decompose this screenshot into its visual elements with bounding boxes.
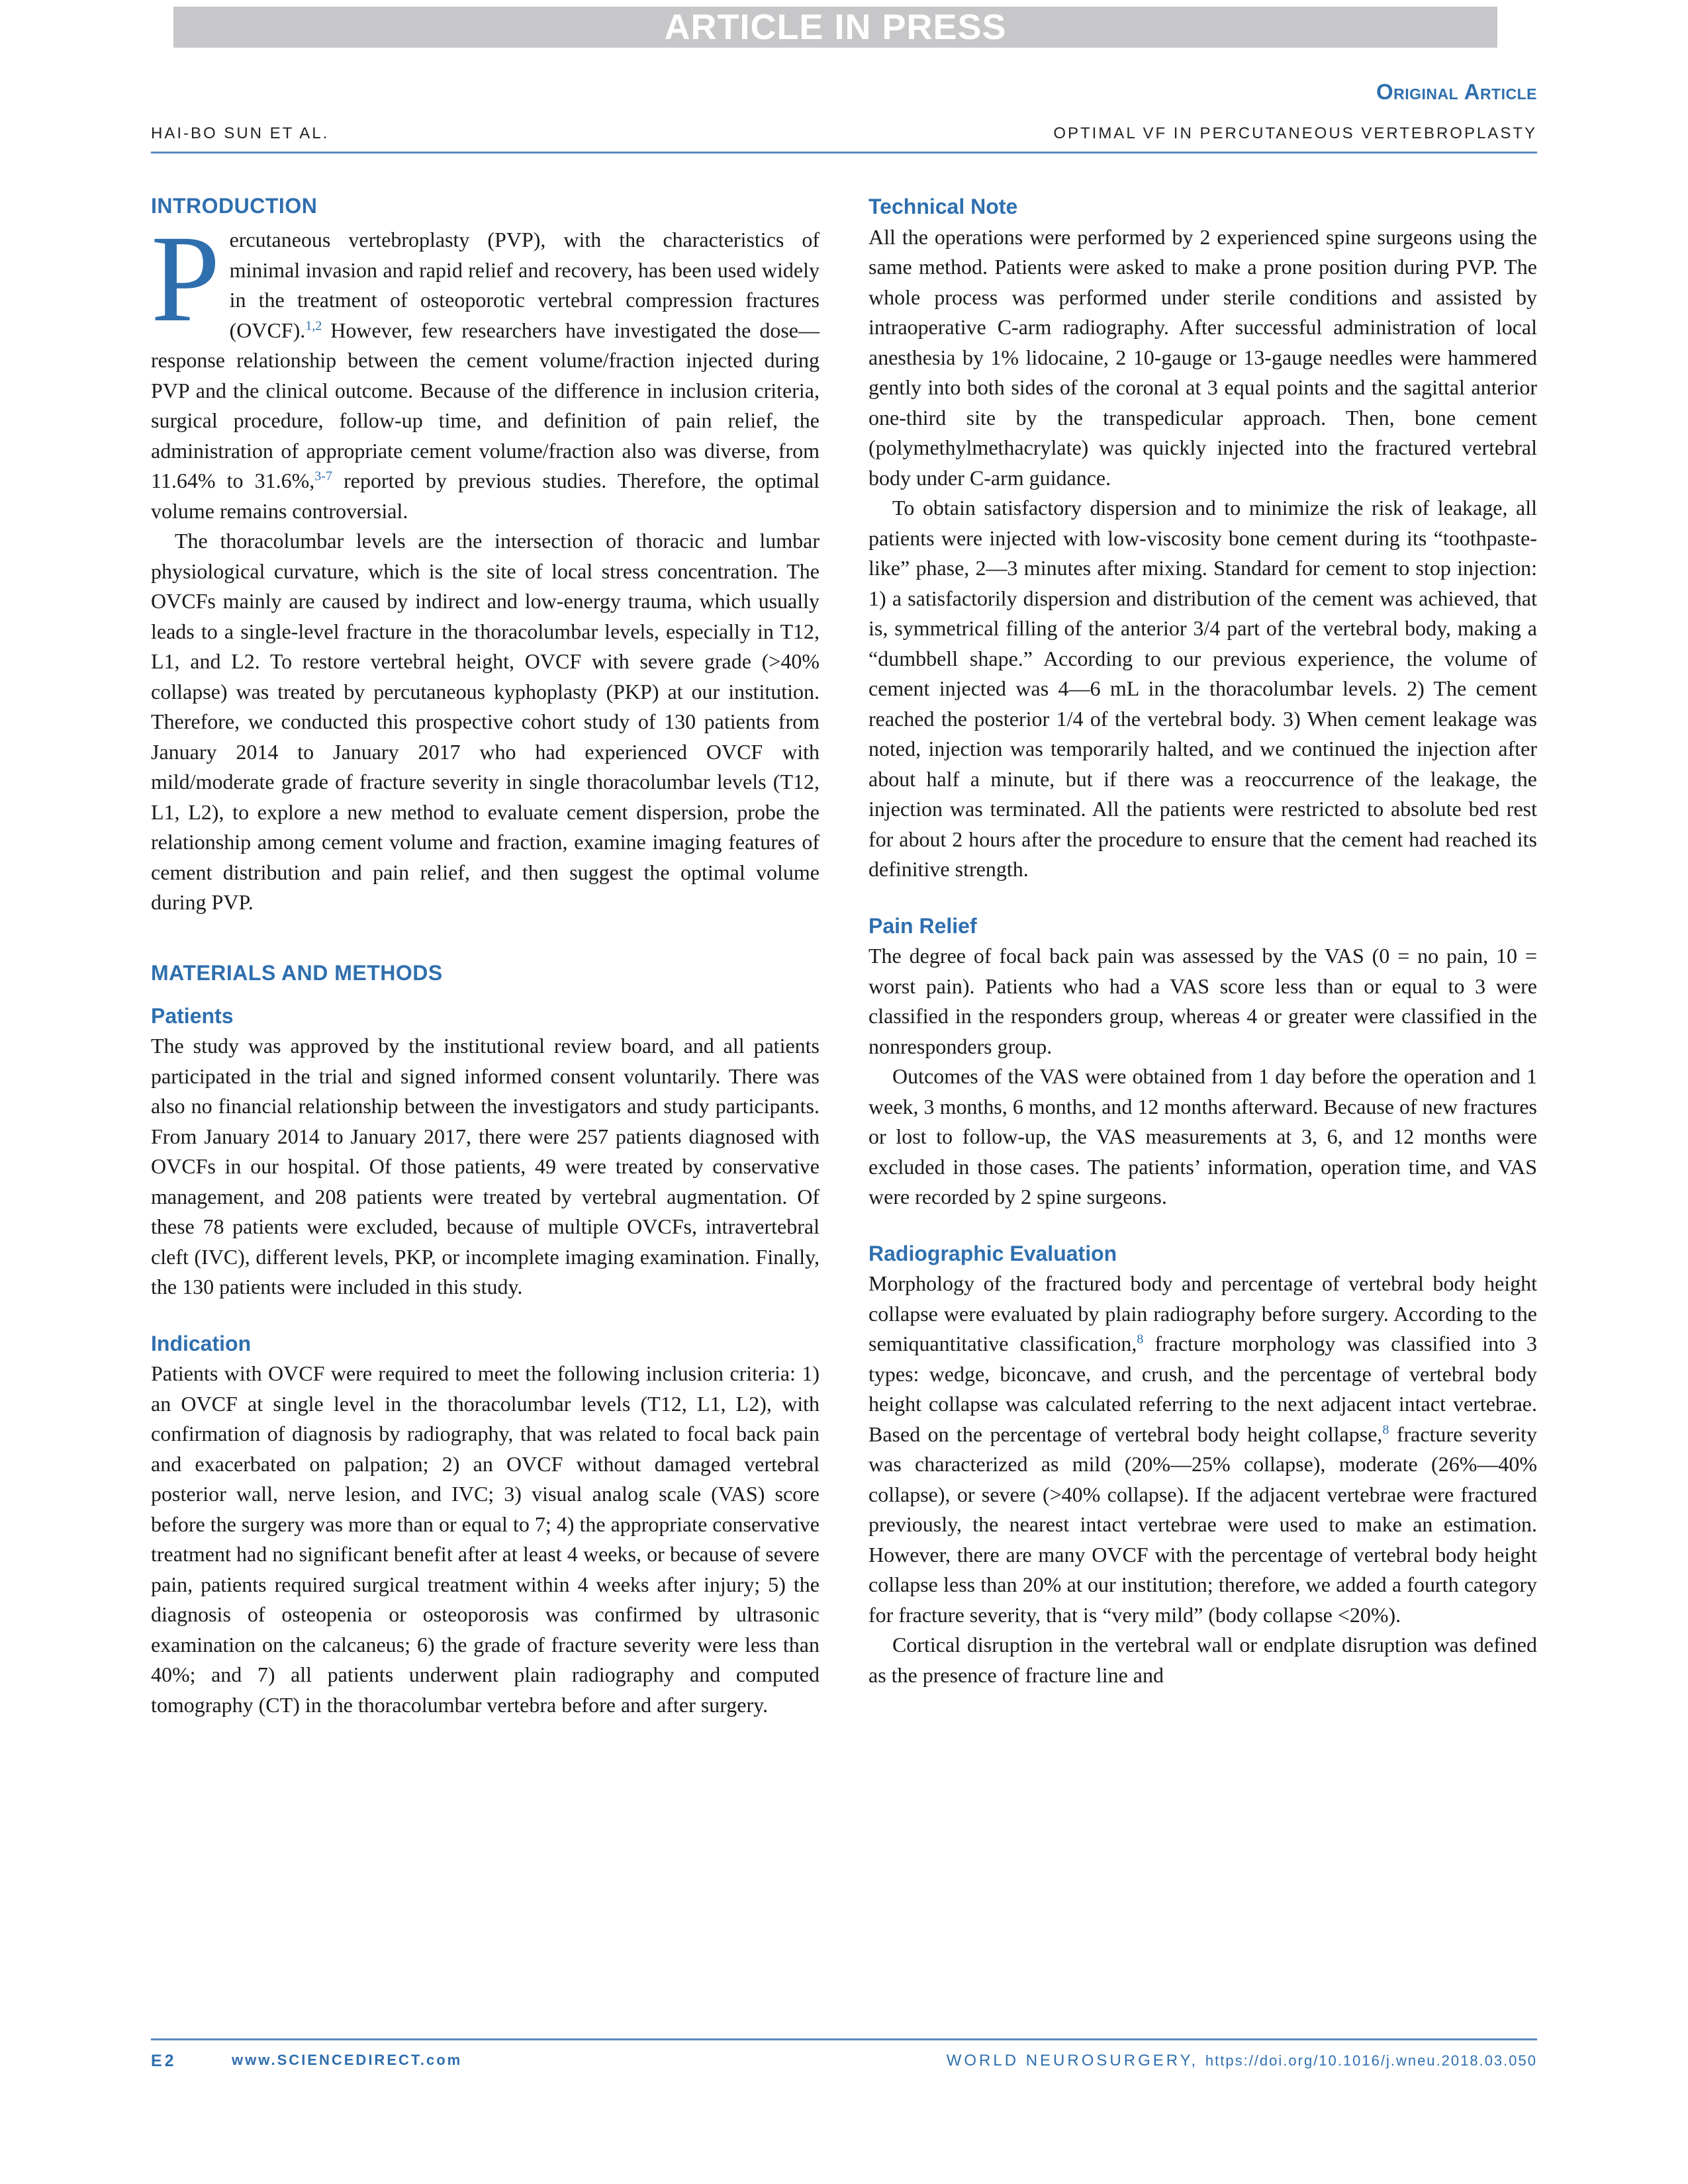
sciencedirect-link[interactable]: www.SCIENCEDIRECT.com (232, 2052, 463, 2068)
indication-heading: Indication (151, 1331, 252, 1355)
patients-heading: Patients (151, 1003, 234, 1028)
journal-citation (947, 2052, 1537, 2070)
radiographic-paragraph-2: Cortical disruption in the vertebral wall or endplate disruption was defined as the presence of fracture line and (868, 1633, 1537, 1687)
running-head-authors: HAI-BO SUN ET AL. (151, 124, 330, 142)
technical-note-paragraph-1: All the operations were performed by 2 experienced spine surgeons using the same method. Patients were asked to make a prone position during PVP. The whole process was performed under sterile conditions and assisted by intraoperative C-arm radiography. After successful administration of local anesthesia by 1% lidocaine, 2 10-gauge or 13-gauge needles were hammered gently into both sides of the coronal at 3 equal points and the sagittal anterior one-third site by the transpedicular approach. Then, bone cement (polymethylmethacrylate) was quickly injected into the fractured vertebral body under C-arm guidance. (868, 224, 1537, 490)
pain-relief-heading: Pain Relief (868, 913, 977, 938)
citation-link[interactable]: 1,2 (305, 318, 322, 333)
doi-link[interactable]: https://doi.org/10.1016/j.wneu.2018.03.050 (1205, 2052, 1537, 2069)
drop-cap: P (151, 209, 220, 347)
materials-methods-heading: MATERIALS AND METHODS (151, 960, 443, 985)
patients-paragraph: The study was approved by the institutional review board, and all patients participated in the trial and signed informed consent voluntarily. There was also no financial relationship between the investigators and study participants. From January 2014 to January 2017, there were 257 patients diagnosed with OVCFs in our hospital. Of those patients, 49 were treated by conservative management, and 208 patients were treated by vertebral augmentation. Of these 78 patients were excluded, because of multiple OVCFs, intravertebral cleft (IVC), different levels, PKP, or incomplete imaging examination. Finally, the 130 patients were included in this study. (151, 1034, 820, 1298)
technical-note-paragraph-2: To obtain satisfactory dispersion and to minimize the risk of leakage, all patients were injected with low-viscosity bone cement during its “toothpaste-like” phase, 2—3 minutes after mixing. Standard for cement to stop injection: 1) a satisfactorily dispersion and distribution of the cement was achieved, that is, symmetrical filling of the anterior 3/4 part of the vertebral body, making a “dumbbell shape.” According to our previous experience, the volume of cement injected was 4—6 mL in the thoracolumbar levels. 2) The cement reached the posterior 1/4 of the vertebral body. 3) When cement leakage was noted, injection was temporarily halted, and we continued the injection after about half a minute, but if there was a reoccurrence of the leakage, the injection was terminated. All the patients were restricted to absolute bed rest for about 2 hours after the procedure to ensure that the cement had reached its definitive strength. (868, 496, 1537, 881)
citation-link[interactable]: 8 (1382, 1422, 1389, 1437)
intro-p1-lead: ercutaneous vertebroplasty (PVP), with the characteristics of minimal invasion and rapid relief and recovery, has been used widely in the treatment of osteoporotic vertebral compression fractures (OVCF). (229, 228, 820, 342)
intro-p1-mid: However, few researchers have investigated the dose—response relationship between the cement volume/fraction injected during PVP and the clinical outcome. Because of the difference in inclusion criteria, surgical procedure, follow-up time, and definition of pain relief, the administration of appropriate cement volume/fraction also was diverse, from 11.64% to 31.6%, (151, 318, 820, 492)
citation-link[interactable]: 8 (1137, 1332, 1144, 1347)
citation-link[interactable]: 3-7 (314, 469, 332, 484)
footer-rule (151, 2038, 1537, 2040)
introduction-heading: INTRODUCTION (151, 194, 318, 218)
pain-relief-paragraph-2: Outcomes of the VAS were obtained from 1 day before the operation and 1 week, 3 months, 6 months, and 12 months afterward. Because of new fractures or lost to follow-up, the VAS measurements at 3, 6, and 12 months were excluded in those cases. The patients’ information, operation time, and VAS were recorded by 2 spine surgeons. (868, 1064, 1537, 1208)
article-in-press-banner: ARTICLE IN PRESS (173, 7, 1497, 48)
radiographic-paragraph-1 (868, 1269, 1537, 1630)
radio-p1-c: fracture severity was characterized as mild (20%—25% collapse), moderate (26%—40% collapse), or severe (>40% collapse). If the adjacent vertebrae were fractured previously, the nearest intact vertebrae were used to make an estimation. However, there are many OVCF with the percentage of vertebral body height collapse less than 20% at our institution; therefore, we added a fourth category for fracture severity, that is “very mild” (body collapse <20%). (868, 1422, 1538, 1627)
running-head-title: OPTIMAL VF IN PERCUTANEOUS VERTEBROPLASTY (1053, 124, 1537, 142)
left-column (151, 192, 820, 1720)
radio-p1-b: fracture morphology was classified into 3 types: wedge, biconcave, and crush, and the percentage of vertebral body height collapse was calculated referring to the next adjacent intact vertebrae. Based on the percentage of vertebral body height collapse, (868, 1332, 1538, 1446)
indication-paragraph: Patients with OVCF were required to meet the following inclusion criteria: 1) an OVCF at single level in the thoracolumbar levels (T12, L1, L2), with confirmation of diagnosis by radiography, that was related to focal back pain and exacerbated on palpation; 2) an OVCF without damaged vertebral posterior wall, nerve lesion, and IVC; 3) visual analog scale (VAS) score before the surgery was more than or equal to 7; 4) the appropriate conservative treatment had no significant benefit after at least 4 weeks, or because of severe pain, patients required surgical treatment within 4 weeks after injury; 5) the diagnosis of osteopenia or osteoporosis was confirmed by ultrasonic examination on the calcaneus; 6) the grade of fracture severity were less than 40%; and 7) all patients underwent plain radiography and computed tomography (CT) in the thoracolumbar vertebra before and after surgery. (151, 1361, 820, 1717)
page-number: E2 (151, 2052, 177, 2070)
article-type-label: Original Article (1376, 79, 1537, 104)
intro-p1-tail: reported by previous studies. Therefore, the optimal volume remains controversial. (151, 469, 820, 523)
technical-note-heading: Technical Note (868, 195, 1018, 218)
right-column (868, 192, 1537, 1690)
introduction-paragraph-1 (151, 209, 820, 526)
radio-p1-a: Morphology of the fractured body and percentage of vertebral body height collapse were evaluated by plain radiography before surgery. According to the semiquantitative classification, (868, 1271, 1537, 1355)
introduction-paragraph-2: The thoracolumbar levels are the intersection of thoracic and lumbar physiological curvature, which is the site of local stress concentration. The OVCFs mainly are caused by indirect and low-energy trauma, which usually leads to a single-level fracture in the thoracolumbar levels, especially in T12, L1, and L2. To restore vertebral height, OVCF with severe grade (>40% collapse) was treated by percutaneous kyphoplasty (PKP) at our institution. Therefore, we conducted this prospective cohort study of 130 patients from January 2014 to January 2017 who had experienced OVCF with mild/moderate grade of fracture severity in single thoracolumbar levels (T12, L1, L2), to explore a new method to evaluate cement dispersion, probe the relationship among cement volume and fraction, examine imaging features of cement distribution and pain relief, and then suggest the optimal volume during PVP. (151, 529, 820, 914)
journal-name: WORLD NEUROSURGERY, (946, 2052, 1205, 2070)
pain-relief-paragraph-1: The degree of focal back pain was assessed by the VAS (0 = no pain, 10 = worst pain). Patients who had a VAS score less than or equal to 3 were classified in the responders group, whereas 4 or greater were classified in the nonresponders group. (868, 944, 1537, 1058)
radiographic-evaluation-heading: Radiographic Evaluation (868, 1241, 1117, 1265)
header-rule (151, 152, 1537, 154)
